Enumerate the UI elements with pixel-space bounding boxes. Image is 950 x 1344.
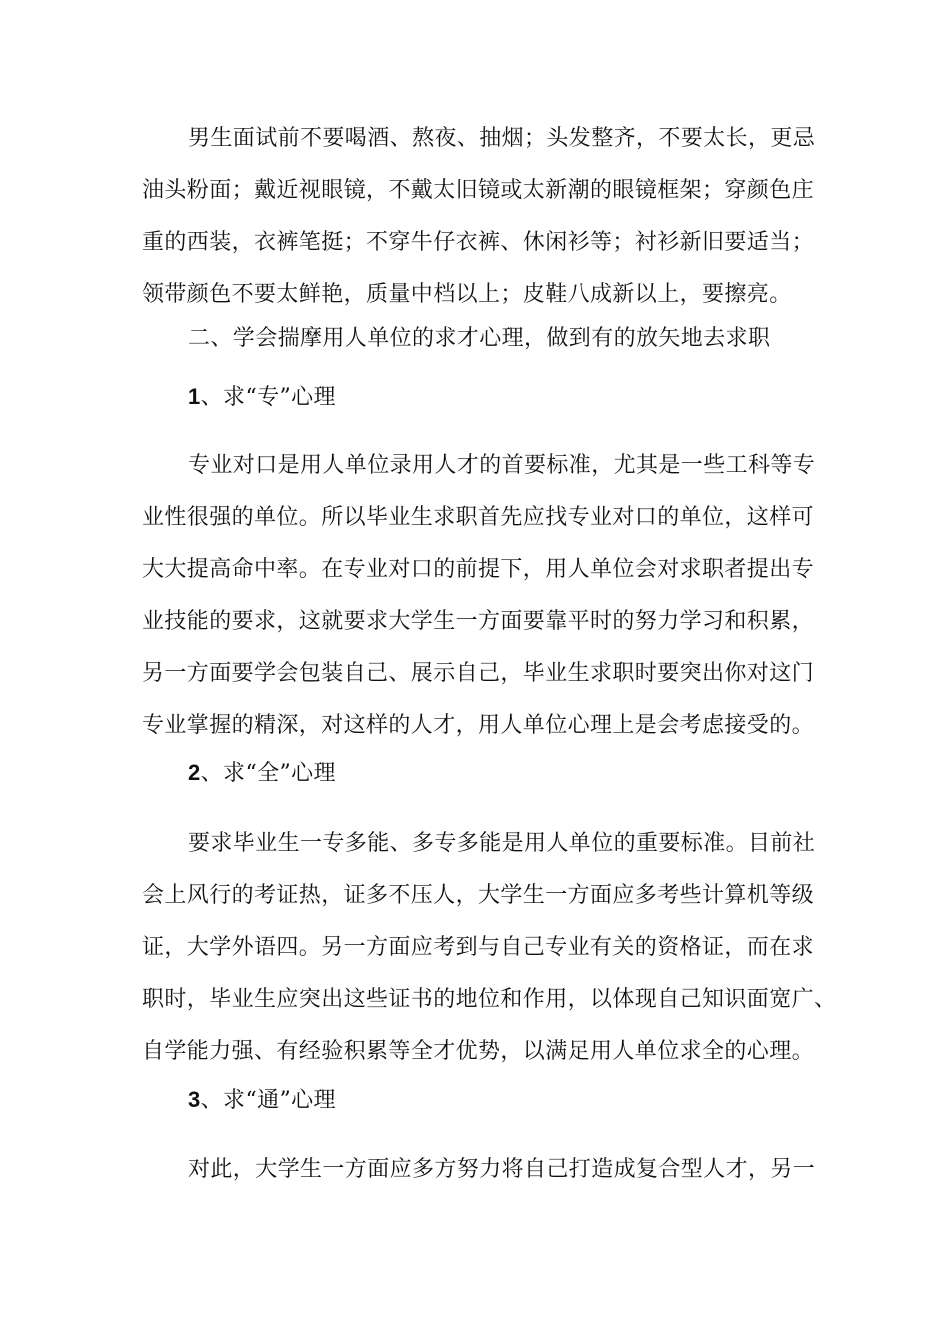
text-line: 业性很强的单位。所以毕业生求职首先应找专业对口的单位，这样可 bbox=[142, 505, 815, 530]
subheading-number: 2 bbox=[188, 760, 201, 785]
subheading-2 bbox=[188, 747, 336, 799]
text-line: 业技能的要求，这就要求大学生一方面要靠平时的努力学习和积累， bbox=[142, 609, 815, 634]
paragraph-quan bbox=[142, 818, 837, 1078]
subheading-3 bbox=[188, 1074, 336, 1126]
subheading-text: 、求“通”心理 bbox=[200, 1088, 336, 1113]
subheading-text: 、求“全”心理 bbox=[200, 761, 336, 786]
text-line: 专业掌握的精深，对这样的人才，用人单位心理上是会考虑接受的。 bbox=[142, 713, 815, 738]
text-line: 会上风行的考证热，证多不压人，大学生一方面应多考些计算机等级 bbox=[142, 883, 815, 908]
text-line: 对此，大学生一方面应多方努力将自己打造成复合型人才，另一 bbox=[188, 1157, 816, 1182]
text-line: 要求毕业生一专多能、多专多能是用人单位的重要标准。目前社 bbox=[188, 831, 816, 856]
text-line: 另一方面要学会包装自己、展示自己，毕业生求职时要突出你对这门 bbox=[142, 661, 815, 686]
text-line: 专业对口是用人单位录用人才的首要标准，尤其是一些工科等专 bbox=[188, 453, 816, 478]
paragraph-dress-code bbox=[142, 113, 832, 321]
text-line: 自学能力强、有经验积累等全才优势，以满足用人单位求全的心理。 bbox=[142, 1039, 815, 1064]
text-line: 职时，毕业生应突出这些证书的地位和作用，以体现自己知识面宽广、 bbox=[142, 987, 837, 1012]
subheading-text: 、求“专”心理 bbox=[200, 385, 336, 410]
subheading-number: 1 bbox=[188, 384, 201, 409]
subheading-number: 3 bbox=[188, 1087, 201, 1112]
subheading-1 bbox=[188, 371, 336, 423]
text-line: 大大提高命中率。在专业对口的前提下，用人单位会对求职者提出专 bbox=[142, 557, 815, 582]
paragraph-zhuan bbox=[142, 440, 832, 752]
text-line: 男生面试前不要喝酒、熬夜、抽烟；头发整齐，不要太长，更忌 bbox=[188, 126, 816, 151]
text-line: 油头粉面；戴近视眼镜，不戴太旧镜或太新潮的眼镜框架；穿颜色庄 bbox=[142, 178, 815, 203]
text-line: 重的西装，衣裤笔挺；不穿牛仔衣裤、休闲衫等；衬衫新旧要适当； bbox=[142, 230, 815, 255]
text-line: 领带颜色不要太鲜艳，质量中档以上；皮鞋八成新以上，要擦亮。 bbox=[142, 282, 792, 307]
text-line: 证，大学外语四。另一方面应考到与自己专业有关的资格证，而在求 bbox=[142, 935, 815, 960]
paragraph-tong bbox=[142, 1144, 832, 1196]
section-title: 二、学会揣摩用人单位的求才心理，做到有的放矢地去求职 bbox=[188, 326, 771, 351]
